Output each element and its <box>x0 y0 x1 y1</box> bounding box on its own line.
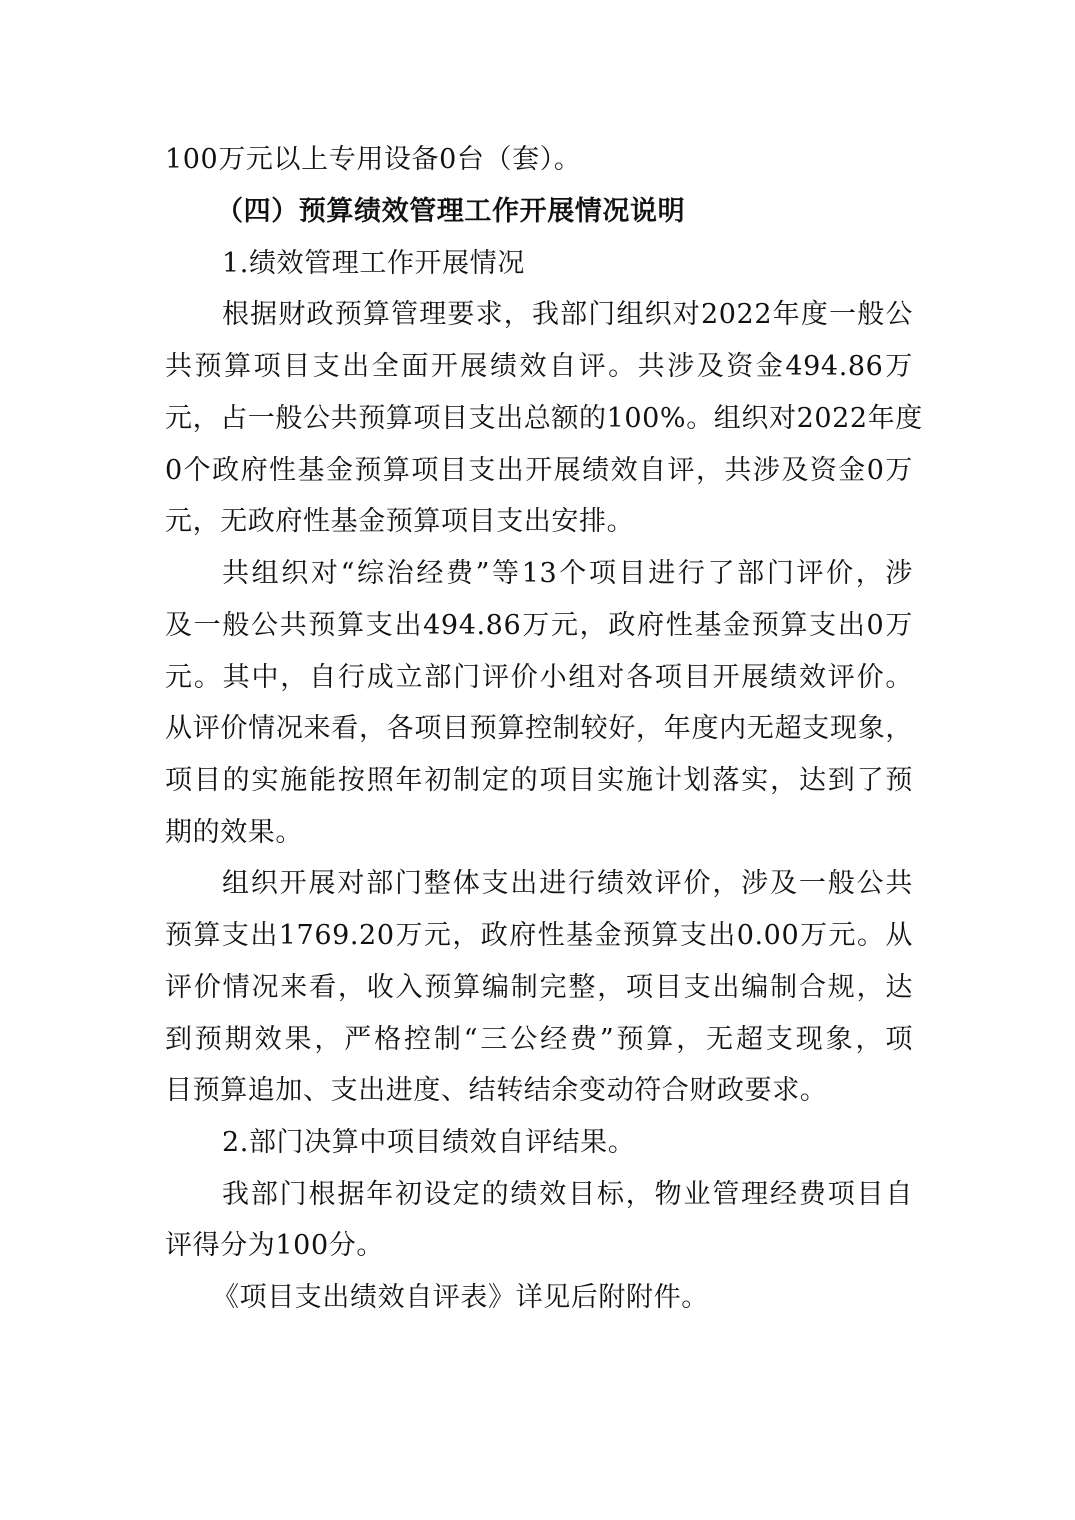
paragraph-line: 《项目支出绩效自评表》详见后附附件。 <box>212 1282 709 1313</box>
subsection-heading: 2.部门决算中项目绩效自评结果。 <box>222 1127 636 1158</box>
paragraph-line: 期的效果。 <box>165 817 303 848</box>
subsection-heading: 1.绩效管理工作开展情况 <box>222 248 525 279</box>
paragraph-line: 目预算追加、支出进度、结转结余变动符合财政要求。 <box>165 1075 828 1106</box>
paragraph-line: 评价情况来看，收入预算编制完整，项目支出编制合规，达 <box>165 972 913 1003</box>
text-line: 100万元以上专用设备0台（套）。 <box>165 144 582 175</box>
paragraph-line: 预算支出1769.20万元，政府性基金预算支出0.00万元。从 <box>165 920 913 951</box>
paragraph-line: 元，无政府性基金预算项目支出安排。 <box>165 506 635 537</box>
paragraph-line: 到预期效果，严格控制“三公经费”预算，无超支现象，项 <box>165 1024 913 1055</box>
paragraph-line: 共组织对“综治经费”等13个项目进行了部门评价，涉 <box>222 558 913 589</box>
paragraph-line: 从评价情况来看，各项目预算控制较好，年度内无超支现象， <box>165 713 913 744</box>
paragraph-line: 根据财政预算管理要求，我部门组织对2022年度一般公 <box>222 299 913 330</box>
paragraph-line: 评得分为100分。 <box>165 1230 384 1261</box>
paragraph-line: 项目的实施能按照年初制定的项目实施计划落实，达到了预 <box>165 765 913 796</box>
paragraph-line: 共预算项目支出全面开展绩效自评。共涉及资金494.86万 <box>165 351 913 382</box>
paragraph-line: 0个政府性基金预算项目支出开展绩效自评，共涉及资金0万 <box>165 455 913 486</box>
paragraph-line: 元。其中，自行成立部门评价小组对各项目开展绩效评价。 <box>165 662 913 693</box>
paragraph-line: 及一般公共预算支出494.86万元，政府性基金预算支出0万 <box>165 610 913 641</box>
paragraph-line: 我部门根据年初设定的绩效目标，物业管理经费项目自 <box>222 1179 913 1210</box>
paragraph-line: 元，占一般公共预算项目支出总额的100%。组织对2022年度 <box>165 403 923 434</box>
paragraph-line: 组织开展对部门整体支出进行绩效评价，涉及一般公共 <box>222 868 913 899</box>
section-heading: （四）预算绩效管理工作开展情况说明 <box>216 196 686 227</box>
